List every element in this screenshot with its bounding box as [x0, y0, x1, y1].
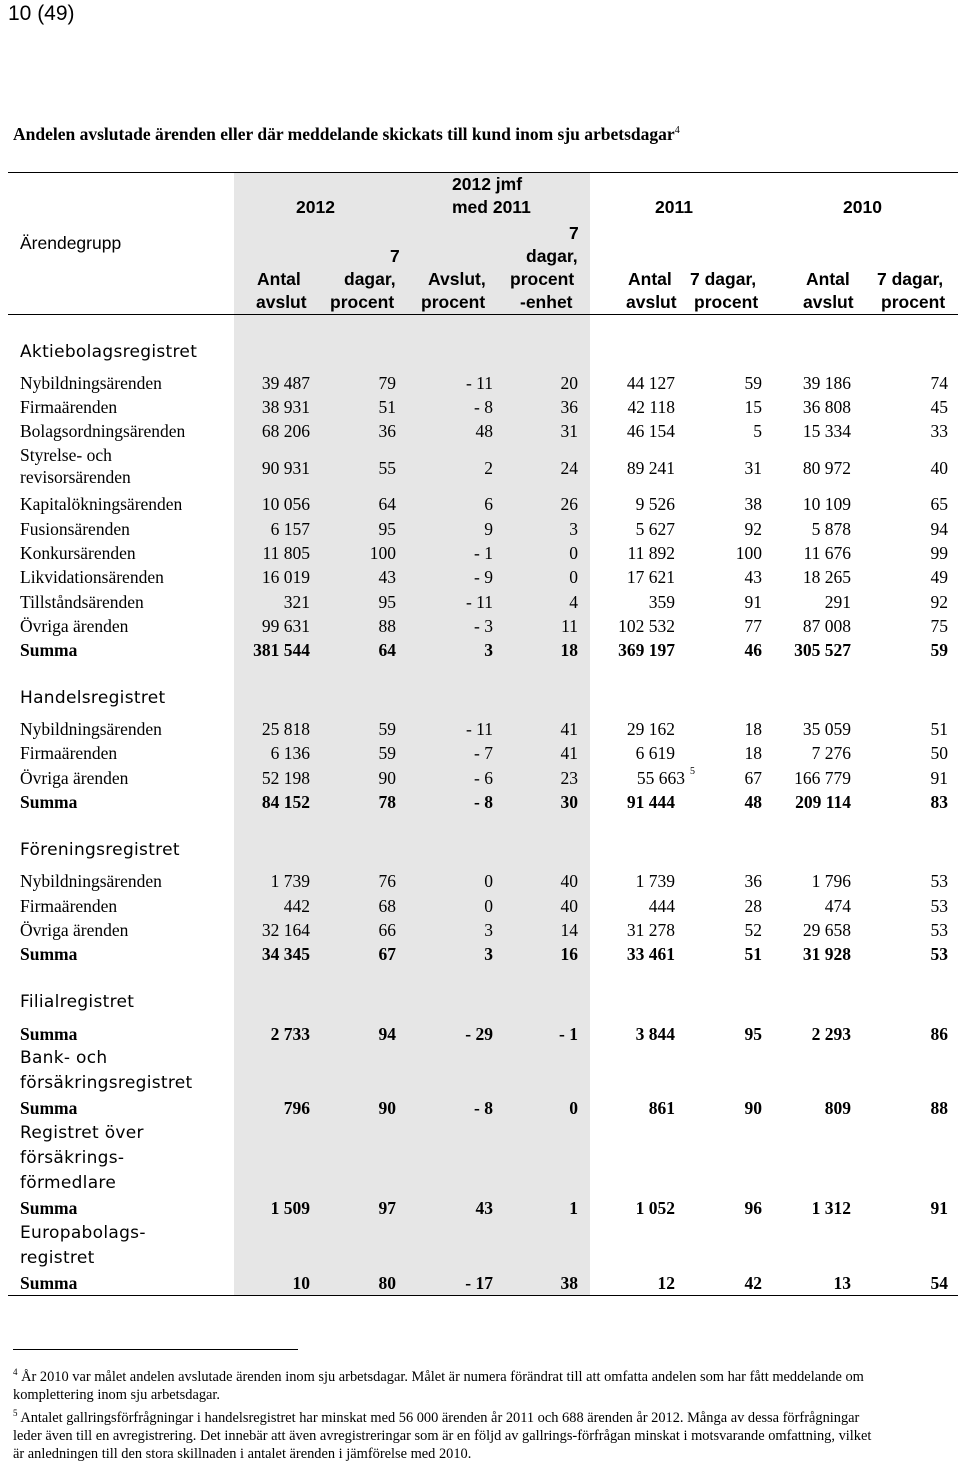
table-row — [0, 717, 960, 741]
cell-avslut-change: - 29 — [465, 1024, 493, 1044]
cell-avslut-change: 43 — [475, 1198, 493, 1218]
cell-pct-2011: 96 — [744, 1198, 762, 1218]
header-7d-2012-l1: 7 — [390, 246, 400, 266]
cell-enhet-change: 18 — [560, 640, 578, 660]
cell-antal-2011: 46 154 — [626, 421, 675, 441]
cell-antal-2011: 369 197 — [618, 640, 675, 660]
title-footnote-mark: 4 — [674, 125, 680, 137]
cell-pct-2011: 31 — [744, 458, 762, 478]
cell-pct-2011: 36 — [744, 871, 762, 891]
summary-row — [0, 1196, 960, 1220]
cell-antal-2012: 38 931 — [261, 397, 310, 417]
cell-antal-2012: 34 345 — [261, 944, 310, 964]
section-name-line3: förmedlare — [20, 1173, 117, 1193]
cell-pct-2012: 51 — [378, 397, 396, 417]
row-label: Summa — [20, 792, 78, 812]
cell-antal-2011: 3 844 — [635, 1024, 675, 1044]
row-label: Firmaärenden — [20, 896, 118, 916]
cell-pct-2012: 76 — [378, 871, 396, 891]
cell-pct-2012: 95 — [378, 519, 396, 539]
cell-avslut-change: 0 — [484, 871, 493, 891]
cell-antal-2011: 359 — [648, 592, 675, 612]
cell-avslut-change: 3 — [484, 640, 493, 660]
cell-antal-2012: 1 739 — [270, 871, 310, 891]
cell-antal-2010: 29 658 — [802, 920, 851, 940]
cell-avslut-change: - 1 — [474, 543, 493, 563]
cell-pct-2010: 53 — [930, 944, 948, 964]
cell-pct-2010: 92 — [930, 592, 948, 612]
cell-pct-2012: 55 — [378, 458, 396, 478]
row-label: Övriga ärenden — [20, 616, 129, 636]
header-antal-2010-l2: avslut — [803, 292, 854, 312]
row-label: Summa — [20, 1024, 78, 1044]
section-handelsregistret: Handelsregistret — [20, 688, 166, 708]
section-europabolagsregistret — [20, 1221, 146, 1271]
cell-enhet-change: 14 — [560, 920, 578, 940]
cell-enhet-change: 11 — [561, 616, 578, 636]
header-7d-2010-l2: procent — [881, 292, 946, 312]
header-avslut-l2: procent — [421, 292, 486, 312]
cell-pct-2010: 53 — [930, 896, 948, 916]
cell-antal-2011: 17 621 — [626, 567, 675, 587]
cell-enhet-change: 41 — [560, 719, 578, 739]
header-avslut-l1: Avslut, — [428, 269, 486, 289]
cell-antal-2012: 796 — [283, 1098, 310, 1118]
cell-antal-2010: 31 928 — [802, 944, 851, 964]
cell-pct-2010: 45 — [930, 397, 948, 417]
row-label: Summa — [20, 1273, 78, 1293]
row-label: Summa — [20, 640, 78, 660]
table-title — [13, 124, 680, 145]
cell-avslut-change: 3 — [484, 920, 493, 940]
section-name-line1: Registret över — [20, 1123, 144, 1143]
cell-antal-2010: 87 008 — [802, 616, 851, 636]
summary-row — [0, 1271, 960, 1295]
header-antal-2012-l2: avslut — [256, 292, 307, 312]
cell-avslut-change: 2 — [484, 458, 493, 478]
summary-row — [0, 1096, 960, 1120]
cell-pct-2010: 88 — [930, 1098, 948, 1118]
cell-pct-2011: 15 — [744, 397, 762, 417]
header-year-2010: 2010 — [843, 197, 882, 217]
cell-antal-2011: 55 663 5 — [637, 766, 685, 790]
footnote-mark: 5 — [13, 1408, 18, 1418]
table-row — [0, 614, 960, 638]
table-row — [0, 371, 960, 395]
cell-pct-2010: 65 — [930, 494, 948, 514]
cell-enhet-change: 0 — [569, 567, 578, 587]
cell-pct-2010: 54 — [930, 1273, 948, 1293]
cell-avslut-change: 9 — [484, 519, 493, 539]
cell-antal-2010: 809 — [824, 1098, 851, 1118]
cell-avslut-change: 0 — [484, 896, 493, 916]
cell-pct-2011: 67 — [744, 768, 762, 788]
cell-antal-2010: 1 312 — [811, 1198, 851, 1218]
cell-antal-2010: 80 972 — [802, 458, 851, 478]
cell-antal-2010: 7 276 — [811, 743, 851, 763]
cell-antal-2011: 91 444 — [626, 792, 675, 812]
section-aktiebolagsregistret: Aktiebolagsregistret — [20, 342, 198, 362]
row-label: Firmaärenden — [20, 397, 118, 417]
cell-pct-2012: 100 — [369, 543, 396, 563]
cell-antal-2012: 2 733 — [270, 1024, 310, 1044]
footnote-mark: 4 — [13, 1367, 18, 1377]
cell-pct-2011: 77 — [744, 616, 762, 636]
cell-pct-2010: 53 — [930, 871, 948, 891]
cell-antal-2012: 6 136 — [270, 743, 310, 763]
row-label: Nybildningsärenden — [20, 871, 162, 891]
header-enhet-l2: dagar, — [526, 246, 578, 266]
cell-antal-2012: 321 — [283, 592, 310, 612]
cell-pct-2010: 40 — [930, 458, 948, 478]
cell-antal-2011: 42 118 — [627, 397, 675, 417]
cell-antal-2012: 32 164 — [261, 920, 310, 940]
section-foreningsregistret: Föreningsregistret — [20, 840, 180, 860]
row-label: Bolagsordningsärenden — [20, 421, 186, 441]
cell-antal-2012: 84 152 — [261, 792, 310, 812]
cell-antal-2010: 291 — [824, 592, 851, 612]
cell-pct-2011: 90 — [744, 1098, 762, 1118]
cell-pct-2012: 36 — [378, 421, 396, 441]
cell-pct-2011: 46 — [744, 640, 762, 660]
cell-antal-2010: 35 059 — [802, 719, 851, 739]
row-label: Nybildningsärenden — [20, 719, 162, 739]
cell-enhet-change: 16 — [560, 944, 578, 964]
cell-enhet-change: 40 — [560, 871, 578, 891]
cell-pct-2011: 5 — [753, 421, 762, 441]
table-row — [0, 766, 960, 790]
cell-antal-2012: 381 544 — [253, 640, 310, 660]
header-7d-2011-l1: 7 dagar, — [690, 269, 757, 289]
cell-pct-2012: 59 — [378, 743, 396, 763]
cell-antal-2011: 11 892 — [627, 543, 675, 563]
summary-row — [0, 1022, 960, 1046]
cell-antal-2010: 15 334 — [802, 421, 851, 441]
cell-enhet-change: 31 — [560, 421, 578, 441]
cell-antal-2012: 68 206 — [261, 421, 310, 441]
cell-enhet-change: 20 — [560, 373, 578, 393]
footnote-4 — [13, 1363, 873, 1404]
row-label-line2: revisorsärenden — [20, 467, 131, 487]
footnote-mark-5: 5 — [690, 766, 695, 777]
cell-pct-2011: 42 — [744, 1273, 762, 1293]
row-label: Tillståndsärenden — [20, 592, 144, 612]
header-enhet-l4: -enhet — [520, 292, 573, 312]
cell-avslut-change: 48 — [475, 421, 493, 441]
table-row — [0, 541, 960, 565]
cell-pct-2010: 75 — [930, 616, 948, 636]
cell-pct-2010: 86 — [930, 1024, 948, 1044]
header-compare-line1: 2012 jmf — [452, 174, 523, 194]
cell-pct-2012: 68 — [378, 896, 396, 916]
cell-pct-2010: 83 — [930, 792, 948, 812]
summary-row — [0, 638, 960, 662]
header-7d-2012-l3: procent — [330, 292, 395, 312]
cell-enhet-change: 3 — [569, 519, 578, 539]
cell-antal-2011: 44 127 — [626, 373, 675, 393]
cell-avslut-change: - 3 — [474, 616, 493, 636]
cell-pct-2010: 99 — [930, 543, 948, 563]
header-antal-2011-l1: Antal — [628, 269, 672, 289]
cell-antal-2011: 89 241 — [626, 458, 675, 478]
cell-antal-2012: 10 056 — [261, 494, 310, 514]
table-row — [0, 869, 960, 893]
cell-enhet-change: 30 — [560, 792, 578, 812]
cell-antal-2011: 1 739 — [635, 871, 675, 891]
cell-antal-2012: 6 157 — [270, 519, 310, 539]
cell-pct-2012: 88 — [378, 616, 396, 636]
cell-enhet-change: 0 — [569, 543, 578, 563]
cell-pct-2010: 94 — [930, 519, 948, 539]
row-label: Övriga ärenden — [20, 920, 129, 940]
header-enhet-l3: procent — [510, 269, 575, 289]
cell-avslut-change: 6 — [484, 494, 493, 514]
cell-antal-2011: 5 627 — [635, 519, 675, 539]
cell-pct-2012: 79 — [378, 373, 396, 393]
title-text: Andelen avslutade ärenden eller där meddelande skickats till kund inom sju arbetsdagar — [13, 124, 675, 144]
header-year-2011: 2011 — [655, 197, 693, 217]
cell-antal-2011: 1 052 — [635, 1198, 675, 1218]
cell-antal-2010: 11 676 — [803, 543, 851, 563]
cell-antal-2010: 10 109 — [802, 494, 851, 514]
cell-pct-2010: 53 — [930, 920, 948, 940]
cell-pct-2012: 64 — [378, 640, 396, 660]
section-name-line1: Europabolags- — [20, 1223, 146, 1243]
footnote-5 — [13, 1404, 873, 1463]
section-registret-over-forsakringsformedlare — [20, 1121, 144, 1196]
cell-avslut-change: - 11 — [465, 592, 493, 612]
table-row — [0, 445, 960, 487]
row-label: Fusionsärenden — [20, 519, 130, 539]
cell-pct-2011: 48 — [744, 792, 762, 812]
cell-antal-2011: 444 — [648, 896, 675, 916]
cell-enhet-change: 38 — [560, 1273, 578, 1293]
cell-pct-2011: 18 — [744, 719, 762, 739]
cell-pct-2012: 80 — [378, 1273, 396, 1293]
cell-antal-2011: 12 — [657, 1273, 675, 1293]
section-bank-och-forsakringsregistret — [20, 1046, 192, 1096]
header-7d-2012-l2: dagar, — [344, 269, 396, 289]
cell-avslut-change: - 11 — [465, 373, 493, 393]
table-row — [0, 565, 960, 589]
section-name-line1: Bank- och — [20, 1048, 108, 1068]
cell-pct-2010: 91 — [930, 1198, 948, 1218]
cell-enhet-change: - 1 — [559, 1024, 578, 1044]
cell-pct-2011: 92 — [744, 519, 762, 539]
cell-pct-2011: 95 — [744, 1024, 762, 1044]
section-name-line2: försäkrings- — [20, 1148, 125, 1168]
cell-antal-2010: 39 186 — [802, 373, 851, 393]
cell-antal-2012: 99 631 — [261, 616, 310, 636]
row-label: Summa — [20, 944, 78, 964]
section-filialregistret: Filialregistret — [20, 992, 135, 1012]
cell-pct-2012: 66 — [378, 920, 396, 940]
cell-antal-2010: 305 527 — [794, 640, 851, 660]
footnote-text: År 2010 var målet andelen avslutade ärenden inom sju arbetsdagar. Målet är numera förändrat till att omfatta andelen som har fått meddelande om komplettering inom sju arbetsdagar. — [13, 1368, 864, 1403]
cell-antal-2010: 209 114 — [795, 792, 851, 812]
cell-pct-2010: 91 — [930, 768, 948, 788]
summary-row — [0, 790, 960, 814]
cell-antal-2012: 442 — [283, 896, 310, 916]
header-arendegrupp: Ärendegrupp — [20, 233, 122, 253]
cell-antal-2012: 16 019 — [261, 567, 310, 587]
cell-pct-2010: 51 — [930, 719, 948, 739]
page-number: 10 (49) — [8, 2, 75, 25]
cell-avslut-change: - 6 — [474, 768, 493, 788]
table-row — [0, 419, 960, 443]
cell-pct-2012: 43 — [378, 567, 396, 587]
table-row — [0, 492, 960, 516]
cell-antal-2012: 10 — [292, 1273, 310, 1293]
cell-pct-2012: 90 — [378, 1098, 396, 1118]
table-bottom-rule — [8, 1295, 958, 1296]
cell-enhet-change: 24 — [560, 458, 578, 478]
row-label: Kapitalökningsärenden — [20, 494, 183, 514]
cell-pct-2012: 97 — [378, 1198, 396, 1218]
footnote-rule — [13, 1349, 298, 1350]
cell-enhet-change: 0 — [569, 1098, 578, 1118]
cell-pct-2011: 51 — [744, 944, 762, 964]
cell-antal-2010: 18 265 — [802, 567, 851, 587]
cell-enhet-change: 26 — [560, 494, 578, 514]
cell-pct-2012: 94 — [378, 1024, 396, 1044]
cell-pct-2010: 74 — [930, 373, 948, 393]
row-label: Övriga ärenden — [20, 768, 129, 788]
cell-pct-2011: 100 — [735, 543, 762, 563]
cell-pct-2010: 49 — [930, 567, 948, 587]
cell-pct-2011: 52 — [744, 920, 762, 940]
header-compare-line2: med 2011 — [452, 197, 531, 217]
cell-pct-2012: 59 — [378, 719, 396, 739]
cell-avslut-change: - 7 — [474, 743, 493, 763]
row-label: Firmaärenden — [20, 743, 118, 763]
row-label: Konkursärenden — [20, 543, 136, 563]
cell-antal-2012: 11 805 — [262, 543, 310, 563]
cell-pct-2011: 59 — [744, 373, 762, 393]
row-label-line1: Styrelse- och — [20, 445, 112, 465]
cell-pct-2011: 43 — [744, 567, 762, 587]
table-row — [0, 590, 960, 614]
cell-antal-2011: 861 — [648, 1098, 675, 1118]
cell-pct-2012: 64 — [378, 494, 396, 514]
cell-pct-2011: 18 — [744, 743, 762, 763]
cell-antal-2010: 1 796 — [811, 871, 851, 891]
header-enhet-l1: 7 — [569, 223, 579, 243]
cell-avslut-change: - 8 — [474, 792, 493, 812]
cell-antal-2012: 1 509 — [270, 1198, 310, 1218]
cell-antal-2011: 29 162 — [626, 719, 675, 739]
cell-pct-2010: 33 — [930, 421, 948, 441]
cell-antal-2010: 474 — [824, 896, 851, 916]
table-row — [0, 741, 960, 765]
footnote-text: Antalet gallringsförfrågningar i handelsregistret har minskat med 56 000 ärenden år 2011 och 688 ärenden år 2012. Många av dessa förfrågningar leder även till en avregistrering. Det innebär att även avregistreringar som är en följd av gallrings-förfrågan minskat i motsvarande omfattning, vilket är anledningen till den stora skillnaden i antalet ärenden i jämförelse med 2010. — [13, 1409, 872, 1462]
cell-enhet-change: 40 — [560, 896, 578, 916]
section-name-line2: registret — [20, 1248, 95, 1268]
header-bottom-rule — [8, 314, 958, 315]
cell-antal-2011: 6 619 — [635, 743, 675, 763]
cell-avslut-change: - 8 — [474, 1098, 493, 1118]
cell-antal-2010: 5 878 — [811, 519, 851, 539]
cell-pct-2011: 91 — [744, 592, 762, 612]
cell-pct-2011: 38 — [744, 494, 762, 514]
table-row — [0, 918, 960, 942]
row-label: Likvidationsärenden — [20, 567, 164, 587]
cell-antal-2012: 90 931 — [261, 458, 310, 478]
cell-antal-2010: 13 — [833, 1273, 851, 1293]
cell-antal-2011: 31 278 — [626, 920, 675, 940]
cell-antal-2011: 33 461 — [626, 944, 675, 964]
cell-pct-2012: 67 — [378, 944, 396, 964]
header-antal-2012-l1: Antal — [257, 269, 301, 289]
cell-avslut-change: - 17 — [465, 1273, 493, 1293]
row-label — [20, 444, 131, 488]
row-label: Nybildningsärenden — [20, 373, 162, 393]
header-antal-2010-l1: Antal — [806, 269, 850, 289]
cell-pct-2012: 95 — [378, 592, 396, 612]
cell-antal-2012: 52 198 — [261, 768, 310, 788]
cell-antal-2011: 102 532 — [618, 616, 675, 636]
table-row — [0, 517, 960, 541]
cell-antal-2011: 9 526 — [635, 494, 675, 514]
cell-avslut-change: 3 — [484, 944, 493, 964]
section-name-line2: försäkringsregistret — [20, 1073, 193, 1093]
cell-antal-2010: 36 808 — [802, 397, 851, 417]
cell-antal-2010: 166 779 — [794, 768, 851, 788]
cell-pct-2012: 78 — [378, 792, 396, 812]
cell-pct-2011: 28 — [744, 896, 762, 916]
cell-enhet-change: 4 — [569, 592, 578, 612]
cell-pct-2012: 90 — [378, 768, 396, 788]
row-label: Summa — [20, 1098, 78, 1118]
cell-pct-2010: 50 — [930, 743, 948, 763]
cell-avslut-change: - 11 — [465, 719, 493, 739]
table-row — [0, 894, 960, 918]
header-7d-2010-l1: 7 dagar, — [877, 269, 944, 289]
header-7d-2011-l2: procent — [694, 292, 759, 312]
cell-enhet-change: 23 — [560, 768, 578, 788]
row-label: Summa — [20, 1198, 78, 1218]
cell-avslut-change: - 9 — [474, 567, 493, 587]
summary-row — [0, 942, 960, 966]
cell-antal-2010: 2 293 — [811, 1024, 851, 1044]
cell-pct-2010: 59 — [930, 640, 948, 660]
cell-enhet-change: 1 — [569, 1198, 578, 1218]
cell-enhet-change: 36 — [560, 397, 578, 417]
cell-antal-2012: 39 487 — [261, 373, 310, 393]
table-row — [0, 395, 960, 419]
cell-enhet-change: 41 — [560, 743, 578, 763]
cell-antal-2012: 25 818 — [261, 719, 310, 739]
header-year-2012: 2012 — [296, 197, 335, 217]
cell-avslut-change: - 8 — [474, 397, 493, 417]
header-antal-2011-l2: avslut — [626, 292, 677, 312]
